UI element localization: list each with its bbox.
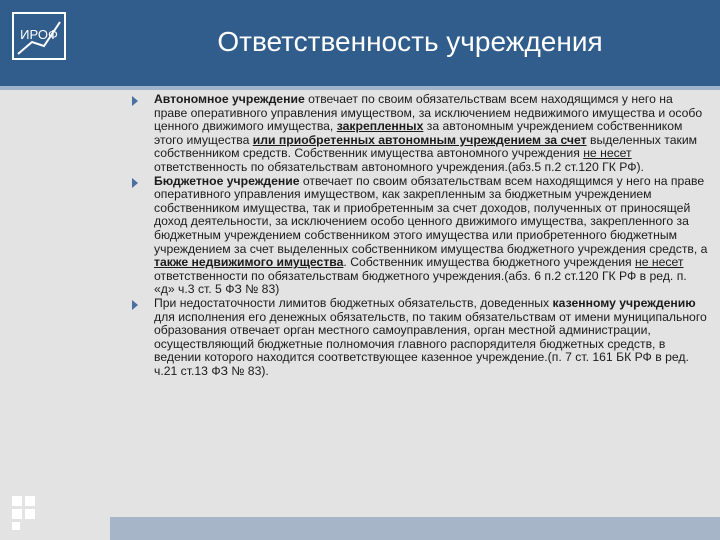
bullet-text bbox=[154, 175, 708, 297]
page-title: Ответственность учреждения bbox=[217, 26, 603, 57]
content-area bbox=[132, 93, 708, 378]
bullet-text bbox=[154, 297, 708, 379]
bullet-budget bbox=[132, 175, 708, 297]
header-bar bbox=[0, 0, 720, 86]
bullet-arrow-icon bbox=[132, 96, 138, 106]
bullet-text bbox=[154, 93, 708, 175]
text-segment: При недостаточности лимитов бюджетных обязательств, доведенных bbox=[154, 295, 553, 310]
text-segment: отвечает по своим обязательствам всем находящимся у него на праве оперативного управления имуществом, за исключением недвижимого имущества и особо ценного движимого имущества, bbox=[154, 92, 703, 134]
text-segment: за автономным учреждением собственником этого имущества bbox=[154, 119, 683, 147]
bullet-arrow-icon bbox=[132, 300, 138, 310]
text-segment: . Собственник имущества бюджетного учреждения bbox=[343, 255, 636, 270]
text-segment: также недвижимого имущества bbox=[154, 255, 344, 270]
text-segment: или приобретенных автономным учреждением за счет bbox=[252, 132, 587, 147]
text-segment: ответственность по обязательствам автономного учреждения.(абз.5 п.2 ст.120 ГК РФ). bbox=[154, 159, 644, 174]
logo-text: ИРОФ bbox=[20, 27, 58, 42]
bullet-arrow-icon bbox=[132, 178, 138, 188]
text-segment: не несет bbox=[635, 255, 684, 270]
logo bbox=[12, 12, 66, 60]
footer-bar bbox=[110, 517, 720, 540]
text-segment: для исполнения его денежных обязательств, по таким обязательствам от имени муниципального образования отвечает орган местного самоуправления, орган местной администрации, осуществляющий бюджетные полномочия главного распорядителя бюджетных средств, в ведении которого находится соответствующее казенное учреждение.(п. 7 ст. 161 БК РФ в ред. ч.21 ст.13 ФЗ № 83). bbox=[154, 309, 707, 378]
bullet-autonomous bbox=[132, 93, 708, 175]
header-divider bbox=[0, 86, 720, 90]
text-segment: закрепленных bbox=[336, 119, 424, 134]
text-segment: Автономное учреждение bbox=[154, 92, 305, 106]
text-segment: отвечает по своим обязательствам всем находящимся у него на праве оперативного управления имуществом, как закрепленным за бюджетным учреждением собственником имущества, так и приобретенным за счет доходов, полученных от приносящей доход деятельности, за исключением особо ценного движимого имущества, закрепленного за бюджетным учреждением собственником этого имущества или приобретенного бюджетным учреждением за счет выделенных собственником имущества бюджетного учреждения средств, а bbox=[154, 173, 708, 256]
text-segment: не несет bbox=[583, 146, 632, 161]
text-segment: Бюджетное учреждение bbox=[154, 173, 300, 188]
bullet-state bbox=[132, 297, 708, 379]
text-segment: казенному учреждению bbox=[552, 295, 696, 310]
text-segment: ответственности по обязательствам бюджетного учреждения.(абз. 6 п.2 ст.120 ГК РФ в ред. п. «д» ч.3 ст. 5 ФЗ № 83) bbox=[154, 268, 687, 297]
decorative-squares-icon bbox=[12, 496, 46, 530]
text-segment: выделенных таким собственником средств. Собственник имущества автономного учреждения bbox=[154, 132, 698, 161]
